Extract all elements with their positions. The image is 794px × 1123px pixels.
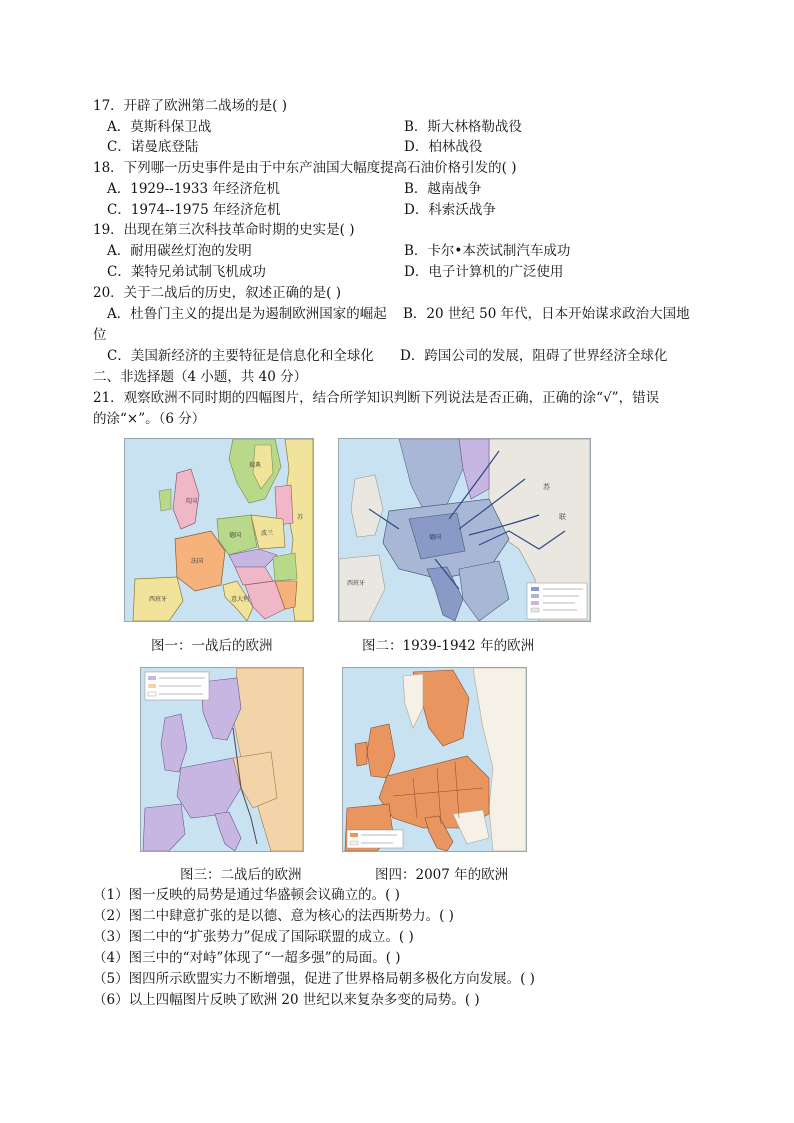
q21-item-6: （6）以上四幅图片反映了欧洲 20 世纪以来复杂多变的局势。( ) <box>93 992 480 1008</box>
q21-stem-line1: 21．观察欧洲不同时期的四幅图片，结合所学知识判断下列说法是否正确，正确的涂“√”，错误 <box>93 390 660 406</box>
q19-stem: 19．出现在第三次科技革命时期的史实是( ) <box>93 222 355 238</box>
q17-option-b: B．斯大林格勒战役 <box>404 119 522 135</box>
q17-stem: 17．开辟了欧洲第二战场的是( ) <box>93 98 288 114</box>
q20-stem: 20．关于二战后的历史，叙述正确的是( ) <box>93 285 342 301</box>
svg-text:德国: 德国 <box>429 534 442 541</box>
q19-option-d: D．电子计算机的广泛使用 <box>404 264 564 280</box>
svg-text:瑞典: 瑞典 <box>249 462 262 469</box>
q20-option-a-wrap: 位 <box>93 327 107 343</box>
section-heading: 二、非选择题（4 小题，共 40 分） <box>93 369 308 385</box>
svg-text:西班牙: 西班牙 <box>347 580 366 587</box>
q18-option-c: C．1974--1975 年经济危机 <box>107 202 281 218</box>
q20-option-b: B．20 世纪 50 年代，日本开始谋求政治大国地 <box>403 306 690 322</box>
q17-option-d: D．柏林战役 <box>404 139 483 155</box>
q21-item-4: （4）图三中的“对峙”体现了“一超多强”的局面。( ) <box>93 950 401 966</box>
svg-text:苏: 苏 <box>543 483 550 491</box>
q19-option-c: C．莱特兄弟试制飞机成功 <box>107 264 266 280</box>
q21-item-2: （2）图二中肆意扩张的是以德、意为核心的法西斯势力。( ) <box>93 908 454 924</box>
q20-option-d: D．跨国公司的发展，阻碍了世界经济全球化 <box>400 348 668 364</box>
svg-text:法国: 法国 <box>191 558 204 565</box>
q21-item-1: （1）图一反映的局势是通过华盛顿会议确立的。( ) <box>93 887 400 903</box>
map-2007-europe <box>342 667 527 852</box>
svg-text:意大利: 意大利 <box>231 596 250 603</box>
q18-option-d: D．科索沃战争 <box>404 202 496 218</box>
map-post-wwii-europe <box>140 667 304 852</box>
q20-option-a: A．杜鲁门主义的提出是为遏制欧洲国家的崛起 <box>107 306 387 322</box>
q17-option-c: C．诺曼底登陆 <box>107 139 199 155</box>
svg-text:英国: 英国 <box>185 498 198 505</box>
map-post-wwi-europe <box>124 438 314 622</box>
svg-text:德国: 德国 <box>229 532 242 539</box>
q20-option-c: C．美国新经济的主要特征是信息化和全球化 <box>107 348 374 364</box>
q21-stem-line2: 的涂“×”。（6 分） <box>93 411 206 427</box>
svg-text:波兰: 波兰 <box>261 530 274 537</box>
q17-option-a: A．莫斯科保卫战 <box>107 119 212 135</box>
q18-stem: 18．下列哪一历史事件是由于中东产油国大幅度提高石油价格引发的( ) <box>93 160 517 176</box>
q21-item-5: （5）图四所示欧盟实力不断增强，促进了世界格局朝多极化方向发展。( ) <box>93 971 535 987</box>
q18-option-a: A．1929--1933 年经济危机 <box>107 181 280 197</box>
q19-option-a: A．耐用碳丝灯泡的发明 <box>107 243 252 259</box>
svg-text:联: 联 <box>559 513 566 521</box>
caption-fig4: 图四：2007 年的欧洲 <box>375 867 509 883</box>
caption-fig1: 图一：一战后的欧洲 <box>151 638 273 654</box>
map-1939-1942-europe <box>338 438 591 622</box>
q21-item-3: （3）图二中的“扩张势力”促成了国际联盟的成立。( ) <box>93 929 414 945</box>
q19-option-b: B．卡尔•本茨试制汽车成功 <box>404 243 571 259</box>
q18-option-b: B．越南战争 <box>404 181 482 197</box>
svg-text:苏: 苏 <box>297 514 304 521</box>
caption-fig2: 图二：1939-1942 年的欧洲 <box>362 638 535 654</box>
svg-text:西班牙: 西班牙 <box>149 596 168 603</box>
caption-fig3: 图三：二战后的欧洲 <box>180 867 302 883</box>
